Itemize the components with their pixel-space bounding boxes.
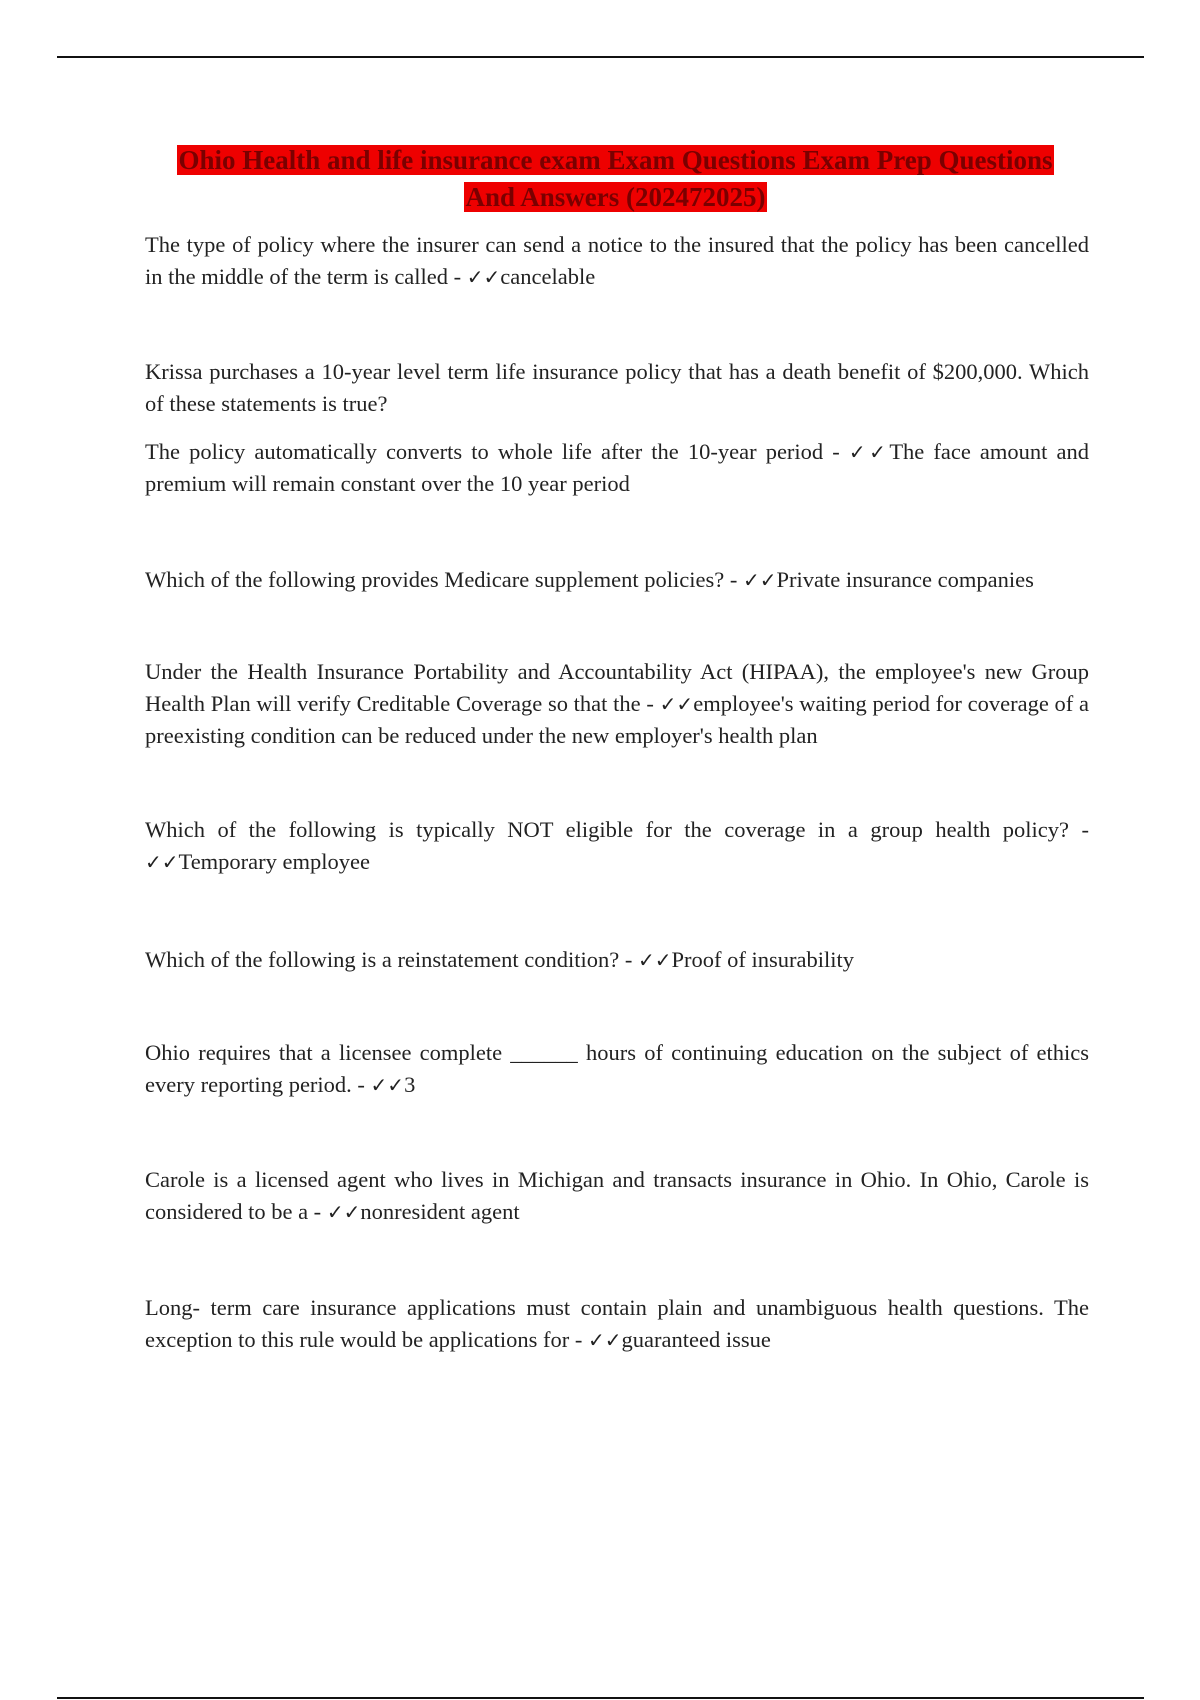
bottom-rule — [57, 1697, 1144, 1699]
qa-item-10 — [145, 1292, 1089, 1356]
question-text: Which of the following provides Medicare supplement policies? - — [145, 567, 743, 592]
answer-text: The face amount and premium will remain constant over the 10 year period — [145, 439, 1089, 496]
double-check-icon: ✓✓ — [659, 692, 694, 716]
top-rule — [57, 56, 1144, 58]
qa-item-2 — [145, 356, 1089, 420]
question-text: Krissa purchases a 10-year level term life insurance policy that has a death benefit of $200,000. Which of these statements is true? — [145, 359, 1089, 416]
document-title — [145, 142, 1086, 216]
question-text: Which of the following is typically NOT eligible for the coverage in a group health policy? - — [145, 817, 1089, 842]
double-check-icon: ✓✓ — [370, 1073, 405, 1097]
qa-item-5 — [145, 656, 1089, 752]
question-text: Long- term care insurance applications must contain plain and unambiguous health questions. The exception to this rule would be applications for - — [145, 1295, 1089, 1352]
question-text: The policy automatically converts to whole life after the 10-year period - — [145, 439, 849, 464]
question-text: Under the Health Insurance Portability and Accountability Act (HIPAA), the employee's new Group Health Plan will verify Creditable Coverage so that the - — [145, 659, 1089, 716]
answer-text: employee's waiting period for coverage of a preexisting condition can be reduced under the new employer's health plan — [145, 691, 1089, 748]
qa-item-3 — [145, 436, 1089, 500]
double-check-icon: ✓✓ — [466, 265, 501, 289]
double-check-icon: ✓✓ — [638, 948, 672, 972]
qa-item-7 — [145, 944, 1089, 976]
answer-text: cancelable — [500, 264, 596, 289]
answer-text: 3 — [404, 1072, 416, 1097]
double-check-icon: ✓✓ — [742, 568, 777, 592]
question-text: Carole is a licensed agent who lives in Michigan and transacts insurance in Ohio. In Ohio, Carole is considered to be a - — [145, 1167, 1089, 1224]
answer-text: Proof of insurability — [671, 947, 854, 972]
qa-item-4 — [145, 564, 1089, 596]
double-check-icon: ✓✓ — [848, 440, 890, 464]
double-check-icon: ✓✓ — [326, 1200, 361, 1224]
title-line-1: Ohio Health and life insurance exam Exam Questions Exam Prep Questions — [178, 145, 1053, 175]
question-text: The type of policy where the insurer can send a notice to the insured that the policy has been cancelled in the middle of the term is called - — [145, 232, 1089, 289]
qa-item-6 — [145, 814, 1089, 878]
title-line-2: And Answers (202472025) — [465, 182, 766, 212]
question-text: Ohio requires that a licensee complete ______ hours of continuing education on the subject of ethics every reporting period. - — [145, 1040, 1089, 1097]
answer-text: Private insurance companies — [776, 567, 1034, 592]
question-text: Which of the following is a reinstatement condition? - — [145, 947, 638, 972]
qa-item-1 — [145, 229, 1089, 293]
answer-text: nonresident agent — [360, 1199, 520, 1224]
double-check-icon: ✓✓ — [588, 1328, 622, 1352]
qa-item-9 — [145, 1164, 1089, 1228]
double-check-icon: ✓✓ — [145, 850, 179, 874]
answer-text: Temporary employee — [178, 849, 370, 874]
qa-item-8 — [145, 1037, 1089, 1101]
answer-text: guaranteed issue — [621, 1327, 771, 1352]
